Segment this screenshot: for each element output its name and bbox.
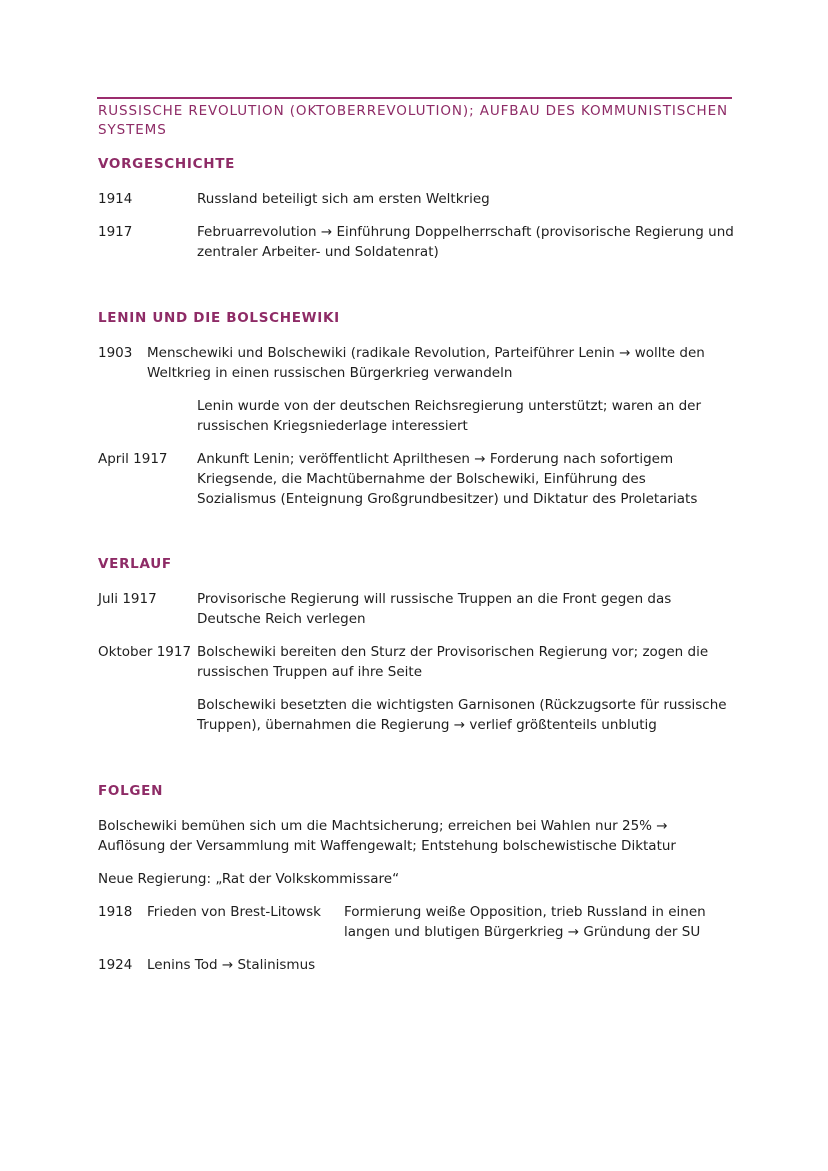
entry-text: Russland beteiligt sich am ersten Weltkrieg [197, 191, 490, 207]
heading-lenin: LENIN UND DIE BOLSCHEWIKI [98, 310, 340, 326]
entry-event: Frieden von Brest-Litowsk [147, 904, 321, 920]
entry-date: 1903 [98, 345, 133, 361]
heading-verlauf: VERLAUF [98, 556, 172, 572]
heading-vorgeschichte: VORGESCHICHTE [98, 156, 236, 172]
folgen-paragraph: Bolschewiki bemühen sich um die Machtsicherung; erreichen bei Wahlen nur 25% → Auflösung der Versammlung mit Waffengewalt; Entstehung bolschewistische Diktatur [98, 818, 676, 854]
entry-text: Bolschewiki bereiten den Sturz der Provisorischen Regierung vor; zogen die russischen Truppen auf ihre Seite [197, 644, 709, 680]
entry-date: 1918 [98, 904, 133, 920]
heading-folgen: FOLGEN [98, 783, 164, 799]
entry-date: 1917 [98, 224, 133, 240]
entry-date: Juli 1917 [98, 591, 157, 607]
entry-date: Oktober 1917 [98, 644, 192, 660]
entry-text: Februarrevolution → Einführung Doppelherrschaft (provisorische Regierung und zentraler Arbeiter- und Soldatenrat) [197, 224, 734, 260]
entry-text: Provisorische Regierung will russische Truppen an die Front gegen das Deutsche Reich verlegen [197, 591, 672, 627]
entry-text: Ankunft Lenin; veröffentlicht Aprilthesen → Forderung nach sofortigem Kriegsende, die Machtübernahme der Bolschewiki, Einführung des Sozialismus (Enteignung Großgrundbesitzer) und Diktatur des Proletariats [197, 451, 698, 507]
entry-text: Menschewiki und Bolschewiki (radikale Revolution, Parteiführer Lenin → wollte den Weltkrieg in einen russischen Bürgerkrieg verwandeln [147, 345, 705, 381]
entry-date: April 1917 [98, 451, 168, 467]
entry-text: Lenin wurde von der deutschen Reichsregierung unterstützt; waren an der russischen Kriegsniederlage interessiert [197, 398, 701, 434]
entry-text: Bolschewiki besetzten die wichtigsten Garnisonen (Rückzugsorte für russische Truppen), übernahmen die Regierung → verlief größtenteils unblutig [197, 697, 727, 733]
title-rule [97, 97, 732, 99]
entry-date: 1914 [98, 191, 133, 207]
entry-event: Lenins Tod → Stalinismus [147, 957, 316, 973]
entry-text: Formierung weiße Opposition, trieb Russland in einen langen und blutigen Bürgerkrieg → Gründung der SU [344, 904, 706, 940]
document-title: RUSSISCHE REVOLUTION (OKTOBERREVOLUTION); AUFBAU DES KOMMUNISTISCHEN SYSTEMS [98, 103, 729, 138]
folgen-paragraph: Neue Regierung: „Rat der Volkskommissare“ [98, 871, 400, 887]
entry-date: 1924 [98, 957, 133, 973]
